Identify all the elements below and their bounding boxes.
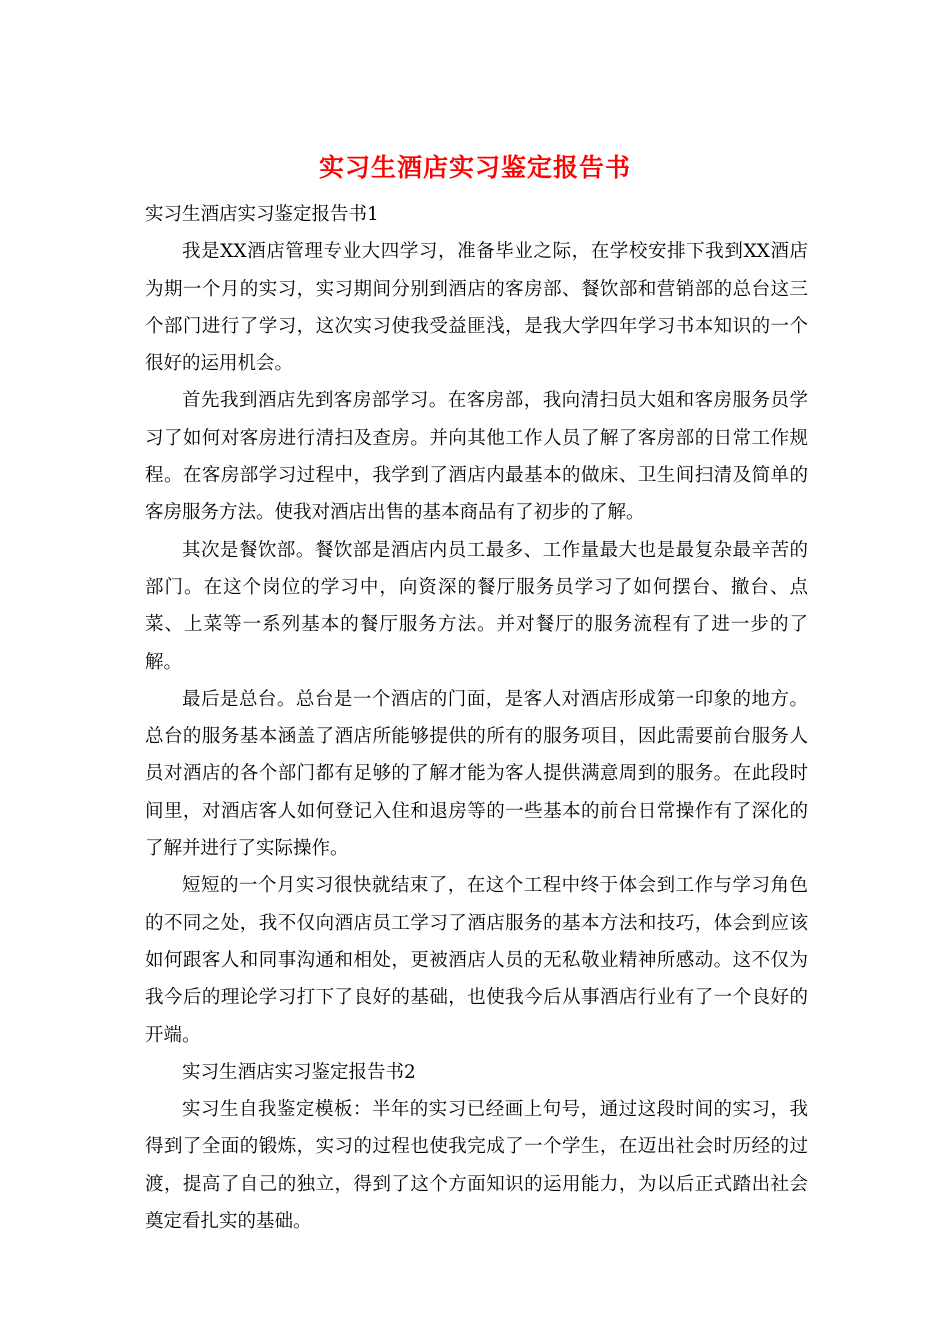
paragraph: 首先我到酒店先到客房部学习。在客房部，我向清扫员大姐和客房服务员学习了如何对客房进行清扫及查房。并向其他工作人员了解了客房部的日常工作规程。在客房部学习过程中，我学到了酒店内最基本的做床、卫生间扫清及简单的客房服务方法。使我对酒店出售的基本商品有了初步的了解。 xyxy=(145,390,808,524)
paragraph: 最后是总台。总台是一个酒店的门面，是客人对酒店形成第一印象的地方。总台的服务基本涵盖了酒店所能够提供的所有的服务项目，因此需要前台服务人员对酒店的各个部门都有足够的了解才能为客人提供满意周到的服务。在此段时间里，对酒店客人如何登记入住和退房等的一些基本的前台日常操作有了深化的了解并进行了实际操作。 xyxy=(145,688,808,860)
paragraph: 其次是餐饮部。餐饮部是酒店内员工最多、工作量最大也是最复杂最辛苦的部门。在这个岗位的学习中，向资深的餐厅服务员学习了如何摆台、撤台、点菜、上菜等一系列基本的餐厅服务方法。并对餐厅的服务流程有了进一步的了解。 xyxy=(145,539,808,673)
document-body xyxy=(145,196,808,1240)
paragraph: 实习生自我鉴定模板：半年的实习已经画上句号，通过这段时间的实习，我得到了全面的锻炼，实习的过程也使我完成了一个学生，在迈出社会时历经的过渡，提高了自己的独立，得到了这个方面知识的运用能力，为以后正式踏出社会奠定看扎实的基础。 xyxy=(145,1099,808,1233)
document-title: 实习生酒店实习鉴定报告书 xyxy=(318,153,631,182)
paragraph: 短短的一个月实习很快就结束了，在这个工程中终于体会到工作与学习角色的不同之处，我不仅向酒店员工学习了酒店服务的基本方法和技巧，体会到应该如何跟客人和同事沟通和相处，更被酒店人员的无私敬业精神所感动。这不仅为我今后的理论学习打下了良好的基础，也使我今后从事酒店行业有了一个良好的开端。 xyxy=(145,875,808,1046)
section-heading-2: 实习生酒店实习鉴定报告书2 xyxy=(182,1061,416,1083)
paragraph: 我是XX酒店管理专业大四学习，准备毕业之际，在学校安排下我到XX酒店为期一个月的实习，实习期间分别到酒店的客房部、餐饮部和营销部的总台这三个部门进行了学习，这次实习使我受益匪浅，是我大学四年学习书本知识的一个很好的运用机会。 xyxy=(145,241,808,375)
section-heading-1: 实习生酒店实习鉴定报告书1 xyxy=(145,204,379,225)
